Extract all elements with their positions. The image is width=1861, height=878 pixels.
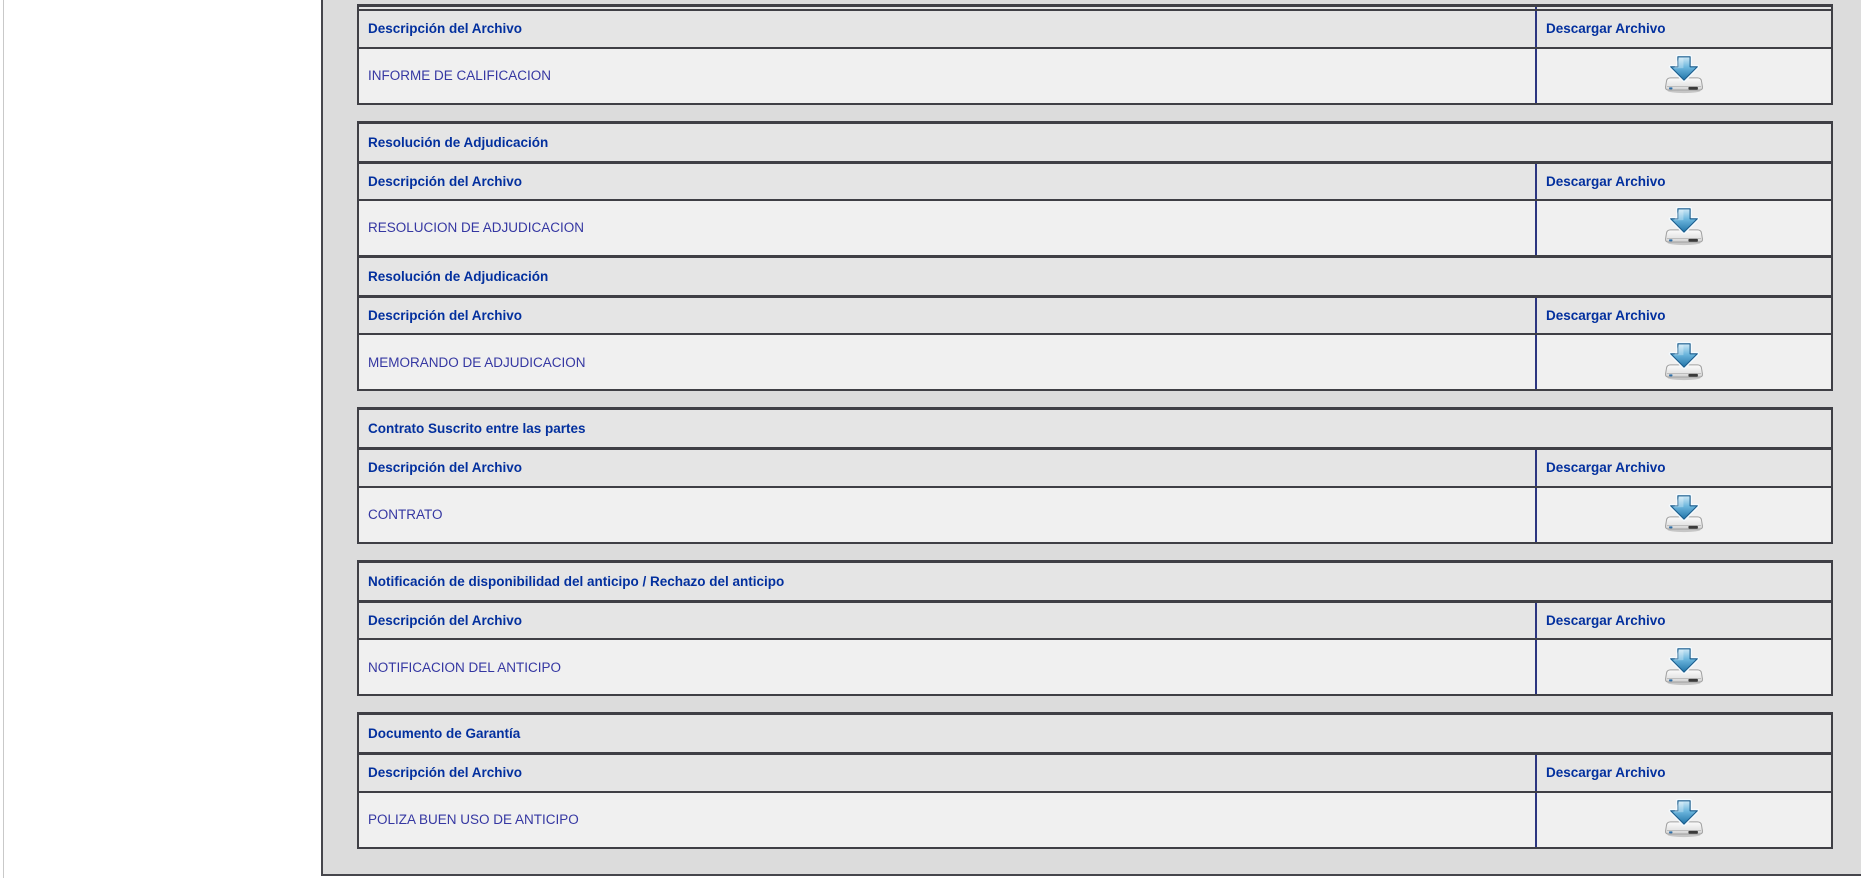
file-description-cell: NOTIFICACION DEL ANTICIPO [358,639,1536,695]
section-title-row [358,409,1832,449]
download-button[interactable] [1661,341,1707,381]
table-row [358,639,1832,695]
column-header-description: Descripción del Archivo [358,449,1536,487]
document-table [357,560,1833,697]
table-header-row [358,10,1832,48]
document-tables-area [357,4,1831,849]
file-description-cell: MEMORANDO DE ADJUDICACION [358,334,1536,390]
column-header-description: Descripción del Archivo [358,754,1536,792]
download-icon [1661,646,1707,686]
document-table [357,407,1833,544]
section-title-row [358,714,1832,754]
section-title: Documento de Garantía [358,714,1832,754]
file-description-cell: POLIZA BUEN USO DE ANTICIPO [358,792,1536,848]
section-title: Contrato Suscrito entre las partes [358,409,1832,449]
section-title: Resolución de Adjudicación [358,256,1832,296]
column-header-download: Descargar Archivo [1536,162,1832,200]
column-header-download: Descargar Archivo [1536,754,1832,792]
download-icon [1661,206,1707,246]
table-row [358,334,1832,390]
table-header-row [358,296,1832,334]
download-button[interactable] [1661,646,1707,686]
table-row [358,487,1832,543]
download-button[interactable] [1661,798,1707,838]
documents-panel [321,0,1861,876]
table-header-row [358,601,1832,639]
download-icon [1661,798,1707,838]
section-title: Notificación de disponibilidad del anticipo / Rechazo del anticipo [358,561,1832,601]
column-header-download: Descargar Archivo [1536,10,1832,48]
download-icon [1661,493,1707,533]
column-header-description: Descripción del Archivo [358,10,1536,48]
file-description-cell: CONTRATO [358,487,1536,543]
page-left-rule [3,0,4,878]
document-table [357,712,1833,849]
download-button[interactable] [1661,493,1707,533]
table-row [358,48,1832,104]
download-button[interactable] [1661,54,1707,94]
download-icon [1661,54,1707,94]
column-header-download: Descargar Archivo [1536,296,1832,334]
column-header-description: Descripción del Archivo [358,601,1536,639]
table-row [358,792,1832,848]
document-table [357,121,1833,392]
file-description-cell: INFORME DE CALIFICACION [358,48,1536,104]
section-title-row [358,561,1832,601]
section-title: Resolución de Adjudicación [358,122,1832,162]
section-title-row [358,256,1832,296]
document-table [357,4,1833,105]
column-header-description: Descripción del Archivo [358,296,1536,334]
download-button[interactable] [1661,206,1707,246]
column-header-download: Descargar Archivo [1536,449,1832,487]
file-description-cell: RESOLUCION DE ADJUDICACION [358,200,1536,256]
column-header-download: Descargar Archivo [1536,601,1832,639]
table-header-row [358,162,1832,200]
table-row [358,200,1832,256]
column-header-description: Descripción del Archivo [358,162,1536,200]
section-title-row [358,122,1832,162]
table-header-row [358,449,1832,487]
table-header-row [358,754,1832,792]
download-icon [1661,341,1707,381]
